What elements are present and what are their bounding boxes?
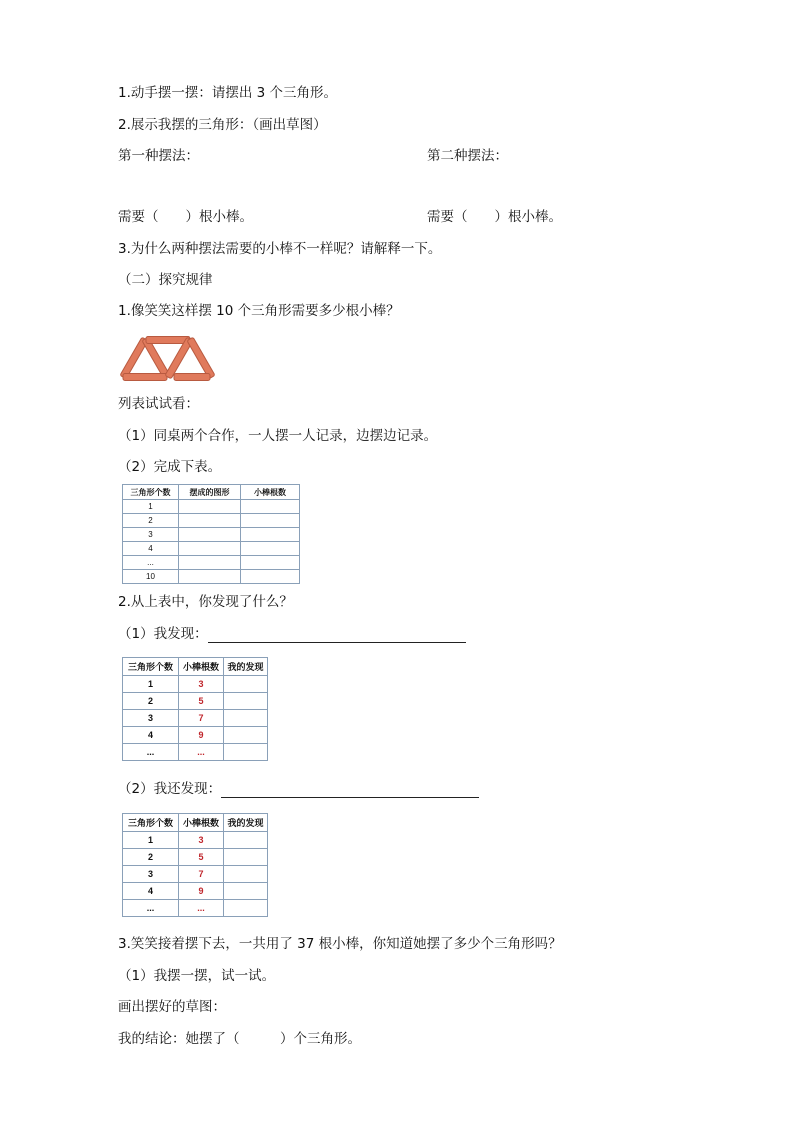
need-sticks-2: 需要（ ）根小棒。	[427, 209, 562, 225]
cell-blank[interactable]	[179, 514, 241, 528]
cell-count: 3	[123, 866, 179, 883]
table-row	[123, 514, 300, 528]
cell-blank[interactable]	[224, 900, 268, 917]
cell-sticks: 9	[179, 727, 224, 744]
cell-count: ...	[123, 556, 179, 570]
cell-blank[interactable]	[179, 500, 241, 514]
section-heading: （二）探究规律	[118, 272, 213, 288]
table-row	[123, 542, 300, 556]
stick-triangles-image	[118, 336, 216, 382]
table-row	[123, 556, 300, 570]
table-row	[123, 676, 268, 693]
cell-blank[interactable]	[224, 727, 268, 744]
col-header: 我的发现	[224, 814, 268, 832]
cell-blank[interactable]	[224, 744, 268, 761]
cell-blank[interactable]	[241, 500, 300, 514]
question-3: 3.笑笑接着摆下去，一共用了 37 根小棒，你知道她摆了多少个三角形吗？	[118, 936, 562, 952]
conclusion: 我的结论：她摆了（ ）个三角形。	[118, 1031, 361, 1047]
stick-3	[123, 374, 167, 381]
cell-count: ...	[123, 900, 179, 917]
cell-count: 10	[123, 570, 179, 584]
table-row	[123, 528, 300, 542]
col-header: 小棒根数	[179, 814, 224, 832]
cell-blank[interactable]	[224, 883, 268, 900]
found-more-answer-blank[interactable]	[221, 783, 479, 798]
found-answer-blank[interactable]	[208, 628, 466, 643]
cell-blank[interactable]	[241, 570, 300, 584]
col-header: 三角形个数	[123, 485, 179, 500]
cell-count: 2	[123, 514, 179, 528]
table-row	[123, 866, 268, 883]
table-row	[123, 570, 300, 584]
cell-blank[interactable]	[224, 832, 268, 849]
task-3: 3.为什么两种摆法需要的小棒不一样呢？请解释一下。	[118, 241, 442, 257]
table-row	[123, 832, 268, 849]
table-row	[123, 727, 268, 744]
cell-sticks: 9	[179, 883, 224, 900]
cell-blank[interactable]	[224, 849, 268, 866]
table-row	[123, 883, 268, 900]
cell-count: 2	[123, 693, 179, 710]
cell-sticks: 7	[179, 866, 224, 883]
cell-blank[interactable]	[224, 710, 268, 727]
cell-count: 1	[123, 676, 179, 693]
cell-count: ...	[123, 744, 179, 761]
cell-sticks: 5	[179, 849, 224, 866]
cell-blank[interactable]	[179, 542, 241, 556]
table-row	[123, 744, 268, 761]
cell-count: 4	[123, 542, 179, 556]
cell-blank[interactable]	[224, 693, 268, 710]
found-more-line	[118, 780, 479, 798]
cell-count: 4	[123, 883, 179, 900]
table-row	[123, 500, 300, 514]
cell-blank[interactable]	[179, 570, 241, 584]
cell-sticks: 3	[179, 676, 224, 693]
cell-sticks: ...	[179, 744, 224, 761]
stick-6	[187, 337, 215, 379]
col-header: 小棒根数	[241, 485, 300, 500]
table-row	[123, 900, 268, 917]
question-2: 2.从上表中，你发现了什么？	[118, 594, 293, 610]
cell-blank[interactable]	[241, 542, 300, 556]
discovery-table-2	[122, 813, 268, 917]
table-row	[123, 710, 268, 727]
cell-sticks: ...	[179, 900, 224, 917]
cell-blank[interactable]	[224, 866, 268, 883]
cell-sticks: 5	[179, 693, 224, 710]
col-header: 三角形个数	[123, 814, 179, 832]
cell-count: 3	[123, 528, 179, 542]
cell-blank[interactable]	[179, 528, 241, 542]
col-header: 三角形个数	[123, 658, 179, 676]
step-2: （2）完成下表。	[118, 459, 222, 475]
cell-blank[interactable]	[241, 556, 300, 570]
found-more-label: （2）我还发现：	[118, 781, 222, 797]
cell-blank[interactable]	[224, 676, 268, 693]
discovery-table-1	[122, 657, 268, 761]
sketch-label: 画出摆好的草图：	[118, 999, 226, 1015]
task-1: 1.动手摆一摆：请摆出 3 个三角形。	[118, 85, 338, 101]
found-label: （1）我发现：	[118, 626, 208, 642]
found-line	[118, 625, 466, 643]
task-2: 2.展示我摆的三角形：（画出草图）	[118, 117, 327, 133]
cell-blank[interactable]	[241, 514, 300, 528]
cell-sticks: 3	[179, 832, 224, 849]
first-method-label: 第一种摆法：	[118, 148, 199, 164]
cell-count: 3	[123, 710, 179, 727]
try-step: （1）我摆一摆，试一试。	[118, 968, 276, 984]
question-1: 1.像笑笑这样摆 10 个三角形需要多少根小棒？	[118, 303, 400, 319]
col-header: 摆成的图形	[179, 485, 241, 500]
cell-sticks: 7	[179, 710, 224, 727]
table-row	[123, 693, 268, 710]
need-sticks-1: 需要（ ）根小棒。	[118, 209, 253, 225]
step-1: （1）同桌两个合作，一人摆一人记录，边摆边记录。	[118, 428, 438, 444]
col-header: 我的发现	[224, 658, 268, 676]
cell-blank[interactable]	[179, 556, 241, 570]
record-table	[122, 484, 300, 584]
stick-7	[174, 374, 210, 381]
cell-blank[interactable]	[241, 528, 300, 542]
list-try-label: 列表试试看：	[118, 396, 199, 412]
cell-count: 4	[123, 727, 179, 744]
second-method-label: 第二种摆法：	[427, 148, 508, 164]
cell-count: 2	[123, 849, 179, 866]
table-row	[123, 849, 268, 866]
cell-count: 1	[123, 832, 179, 849]
col-header: 小棒根数	[179, 658, 224, 676]
cell-count: 1	[123, 500, 179, 514]
